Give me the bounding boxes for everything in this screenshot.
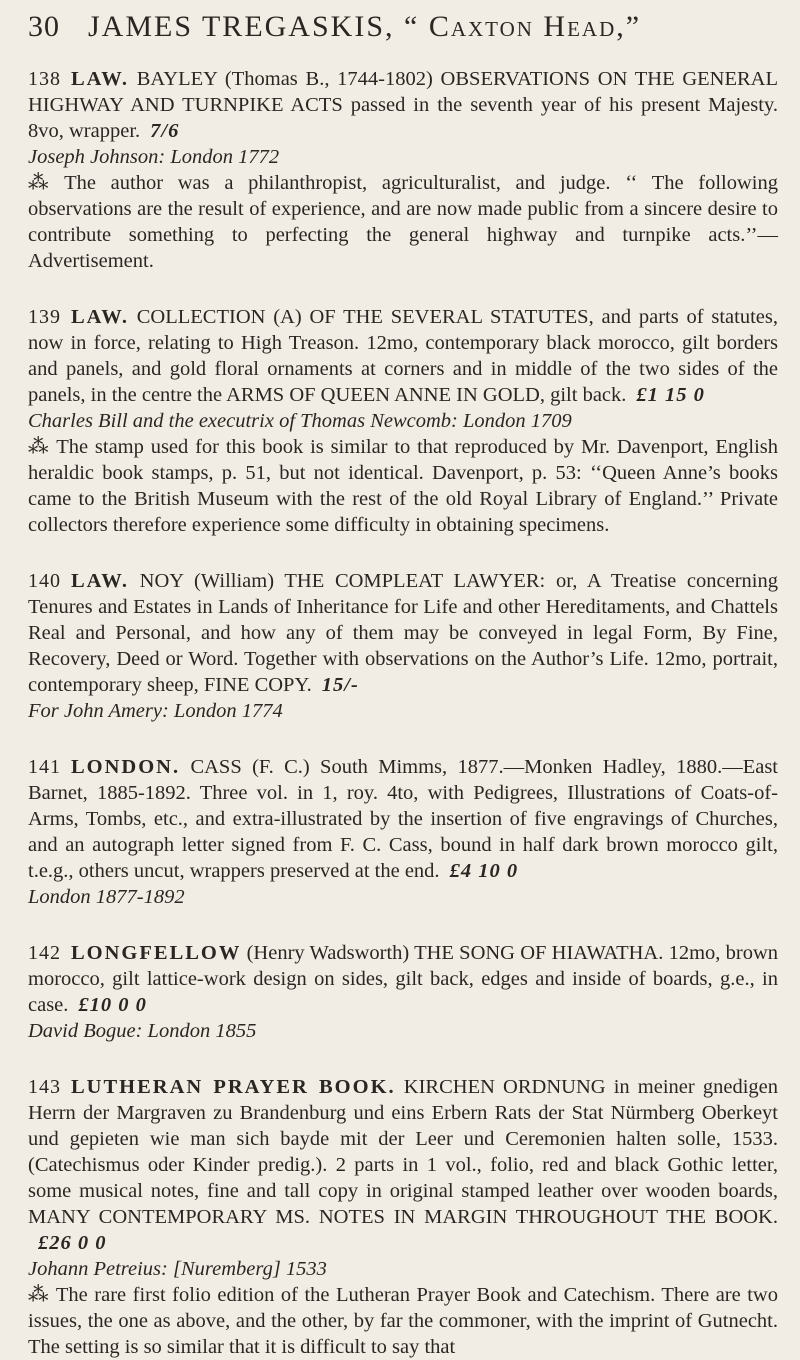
catalogue-entry bbox=[28, 1074, 778, 1360]
entry-price: 15/- bbox=[321, 674, 359, 696]
entry-price: £26 0 0 bbox=[38, 1232, 107, 1254]
entry-imprint: Joseph Johnson: London 1772 bbox=[28, 146, 280, 168]
asterism-icon: ⁂ bbox=[28, 436, 51, 458]
entry-price: £1 15 0 bbox=[636, 384, 705, 406]
entry-body: NOY (William) THE COMPLEAT LAWYER: or, A Treatise concerning Tenures and Estates in Lands of Inheritance for Life and other Hereditaments, and Chattels Real and Personal, and how any of them may be conveyed in legal Form, By Fine, Recovery, Deed or Word. Together with observations on the Author’s Life. 12mo, portrait, contemporary sheep, FINE COPY. bbox=[28, 570, 778, 696]
entry-description bbox=[28, 940, 778, 1018]
entry-number: 140 bbox=[28, 570, 61, 592]
catalogue-entry bbox=[28, 568, 778, 724]
entry-note bbox=[28, 434, 778, 538]
entry-body: (Henry Wadsworth) THE SONG OF HIAWATHA. 12mo, brown morocco, gilt lattice-work design on sides, gilt back, edges and inside of boards, g.e., in case. bbox=[28, 942, 779, 1016]
entry-imprint: Charles Bill and the executrix of Thomas Newcomb: London 1709 bbox=[28, 410, 572, 432]
entry-number: 143 bbox=[28, 1076, 61, 1098]
entry-imprint: David Bogue: London 1855 bbox=[28, 1020, 257, 1042]
page-header bbox=[28, 10, 778, 44]
entry-description bbox=[28, 66, 778, 144]
entry-note-text: The author was a philanthropist, agriculturalist, and judge. ‘‘ The following observations are the result of experience, and are now made public from a sincere desire to contribute something to perfecting the general highway and turnpike acts.’’—Advertisement. bbox=[28, 172, 779, 272]
entry-imprint: For John Amery: London 1774 bbox=[28, 700, 283, 722]
entry-imprint: London 1877-1892 bbox=[28, 886, 185, 908]
entry-number: 138 bbox=[28, 68, 61, 90]
catalogue-entry bbox=[28, 304, 778, 538]
running-title: JAMES TREGASKIS, “ Caxton Head,” bbox=[88, 10, 642, 43]
entry-note-text: The rare first folio edition of the Lutheran Prayer Book and Catechism. There are two issues, the one as above, and the other, by far the commoner, with the imprint of Gutnecht. The setting is so similar that it is difficult to say that bbox=[28, 1284, 778, 1358]
entry-body: COLLECTION (A) OF THE SEVERAL STATUTES, and parts of statutes, now in force, relating to High Treason. 12mo, contemporary black morocco, gilt borders and panels, and gold floral ornaments at corners and in middle of the two sides of the panels, in the centre the ARMS OF QUEEN ANNE IN GOLD, gilt back. bbox=[28, 306, 778, 406]
asterism-icon: ⁂ bbox=[28, 1284, 50, 1306]
entry-heading: LUTHERAN PRAYER BOOK. bbox=[71, 1076, 396, 1098]
entry-note bbox=[28, 170, 778, 274]
entry-note bbox=[28, 1282, 778, 1360]
page-number: 30 bbox=[28, 10, 60, 43]
entry-heading: LONGFELLOW bbox=[71, 942, 242, 964]
entry-body: KIRCHEN ORDNUNG in meiner gnedigen Herrn der Margraven zu Brandenburg und eins Erbern Rats der Stat Nürmberg Oberkeyt und gepieten wie man sich bayde mit der Leer und Ceremonien halten solle, 1533. (Catechismus oder Kinder predig.). 2 parts in 1 vol., folio, red and black Gothic letter, some musical notes, fine and tall copy in original stamped leather over wooden boards, MANY CONTEMPORARY MS. NOTES IN MARGIN THROUGHOUT THE BOOK. bbox=[28, 1076, 778, 1228]
entries-list bbox=[28, 66, 778, 1360]
catalogue-entry bbox=[28, 66, 778, 274]
entry-heading: LAW. bbox=[71, 570, 129, 592]
entry-heading: LAW. bbox=[71, 306, 129, 328]
entry-price: 7/6 bbox=[150, 120, 180, 142]
entry-price: £4 10 0 bbox=[449, 860, 519, 882]
entry-description bbox=[28, 568, 778, 698]
entry-number: 141 bbox=[28, 756, 61, 778]
entry-note-text: The stamp used for this book is similar to that reproduced by Mr. Davenport, English heraldic book stamps, p. 51, but not identical. Davenport, p. 53: ‘‘Queen Anne’s books came to the British Museum with the rest of the old Royal Library of England.’’ Private collectors therefore experience some difficulty in obtaining specimens. bbox=[28, 436, 778, 536]
entry-description bbox=[28, 1074, 778, 1256]
entry-heading: LAW. bbox=[71, 68, 129, 90]
entry-description bbox=[28, 304, 778, 408]
entry-number: 139 bbox=[28, 306, 61, 328]
entry-body: CASS (F. C.) South Mimms, 1877.—Monken Hadley, 1880.—East Barnet, 1885-1892. Three vol. in 1, roy. 4to, with Pedigrees, Illustrations of Coats-of-Arms, Tombs, etc., and extra-illustrated by the insertion of five engravings of Churches, and an autograph letter signed from F. C. Cass, bound in half dark brown morocco gilt, t.e.g., others uncut, wrappers preserved at the end. bbox=[28, 756, 779, 882]
catalogue-entry bbox=[28, 754, 778, 910]
asterism-icon: ⁂ bbox=[28, 172, 59, 194]
entry-body: BAYLEY (Thomas B., 1744-1802) OBSERVATIONS ON THE GENERAL HIGHWAY AND TURNPIKE ACTS passed in the seventh year of his present Majesty. 8vo, wrapper. bbox=[28, 68, 778, 142]
entry-number: 142 bbox=[28, 942, 61, 964]
catalogue-entry bbox=[28, 940, 778, 1044]
entry-imprint: Johann Petreius: [Nuremberg] 1533 bbox=[28, 1258, 327, 1280]
entry-description bbox=[28, 754, 778, 884]
entry-price: £10 0 0 bbox=[78, 994, 147, 1016]
entry-heading: LONDON. bbox=[71, 756, 181, 778]
